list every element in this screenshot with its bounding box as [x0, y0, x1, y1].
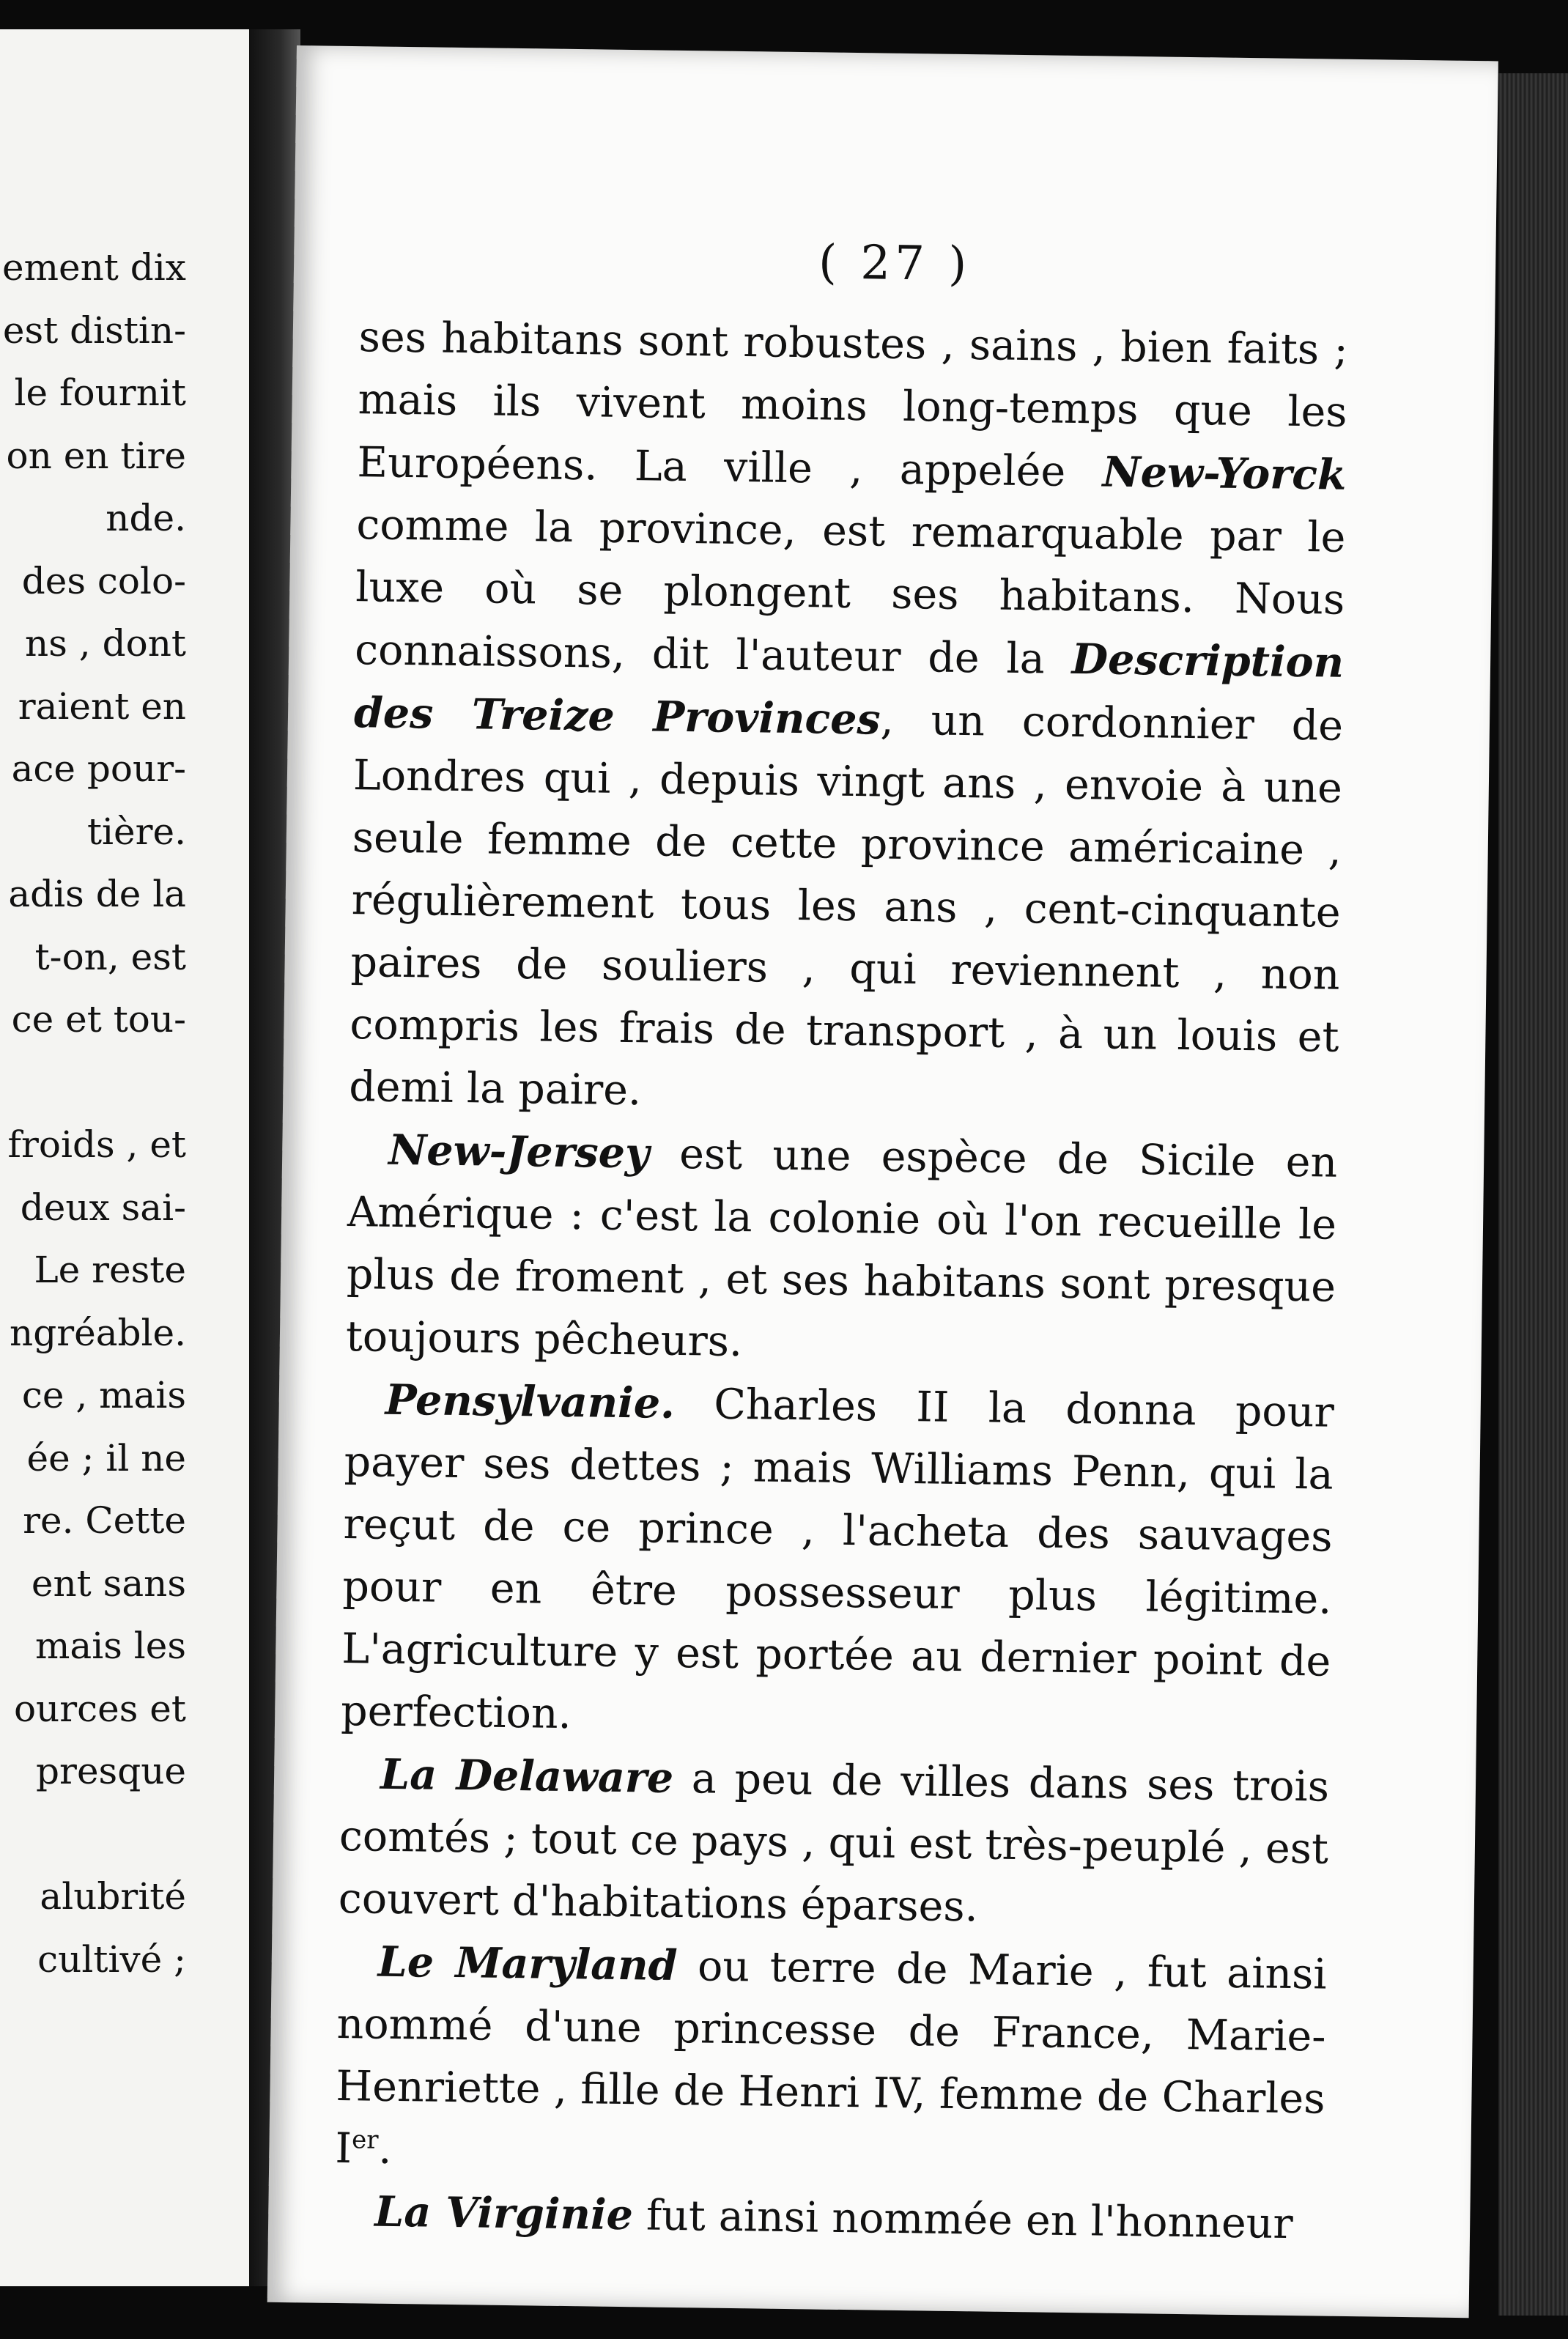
italic-term: La Virginie — [374, 2187, 634, 2240]
left-page-line: des colo- — [21, 559, 186, 602]
paragraph-pensylvanie — [341, 1368, 1335, 1756]
italic-term: New-Jersey — [388, 1125, 650, 1178]
paragraph-delaware — [338, 1743, 1329, 1943]
left-page-line: t-on, est — [34, 935, 186, 978]
italic-term: Description des Treize Provinces — [353, 634, 1345, 744]
left-page-line: le fournit — [14, 372, 186, 414]
left-page-line: ources et — [13, 1687, 186, 1730]
left-page-line: presque — [36, 1750, 186, 1792]
left-page-line: deux sai- — [20, 1186, 186, 1229]
left-page-line: ée ; il ne — [26, 1436, 186, 1479]
text-run: ou terre de Marie , fut ainsi nommé d'une princesse de France, Marie-Henriette , fille de Henri IV, femme de Charles I — [335, 1942, 1328, 2173]
text-run: ses habitans sont robustes , sains , bien faits ; mais ils vivent moins long-temps que les Européens. La ville , appelée — [357, 313, 1349, 497]
left-page-line: nde. — [106, 497, 186, 539]
right-page — [267, 45, 1498, 2318]
left-page — [0, 29, 254, 2286]
paragraph-maryland — [335, 1930, 1327, 2193]
text-run: Charles II la donna pour payer ses dettes ; mais Williams Penn, qui la reçut de ce prince , l'acheta des sauvages pour en être possesseur plus légitime. L'agriculture y est portée au dernier point de perfection. — [340, 1379, 1335, 1739]
left-page-line: ns , dont — [25, 622, 186, 665]
text-run: comme la province, est remarquable par le luxe où se plongent ses habitans. Nous connaissons, dit l'auteur de la — [354, 500, 1346, 684]
left-page-line: ce , mais — [21, 1374, 186, 1416]
text-run: , un cordonnier de Londres qui , depuis vingt ans , envoie à une seule femme de cette province américaine , régulièrement tous les ans , cent-cinquante paires de souliers , qui reviennent , non compris les frais de transport , à un louis et demi la paire. — [348, 695, 1344, 1115]
page-stack-edge — [1498, 73, 1568, 2316]
left-page-line: ngréable. — [10, 1311, 186, 1354]
left-page-line: alubrité — [40, 1875, 186, 1918]
main-text — [334, 306, 1348, 2255]
text-run: fut ainsi nommée en l'honneur — [632, 2191, 1294, 2249]
text-run: est une espèce de Sicile en Amérique : c'est la colonie où l'on recueille le plus de froment , et ses habitans sont presque toujours pêcheurs. — [345, 1129, 1338, 1367]
paragraph-new-jersey — [345, 1118, 1337, 1381]
left-page-line: ent sans — [31, 1562, 186, 1605]
left-page-line: ement dix — [2, 246, 186, 289]
text-run: a peu de villes dans ses trois comtés ; tout ce pays , qui est très-peuplé , est couvert d'habitations éparses. — [338, 1754, 1330, 1932]
left-page-line: est distin- — [2, 308, 186, 352]
paragraph-virginie — [334, 2180, 1324, 2256]
page-number: ( 27 ) — [818, 235, 972, 292]
left-page-line: mais les — [34, 1625, 186, 1667]
paragraph-1 — [349, 306, 1348, 1131]
left-page-line: Le reste — [34, 1249, 186, 1291]
text-run: . — [377, 2124, 392, 2173]
left-page-line: tière. — [86, 810, 186, 853]
superscript: er — [351, 2125, 379, 2155]
left-page-line: ace pour- — [11, 747, 186, 790]
left-page-line: raient en — [18, 684, 186, 728]
left-page-line: on en tire — [6, 434, 186, 477]
italic-term: Le Maryland — [377, 1937, 678, 1991]
left-page-line: adis de la — [8, 873, 186, 915]
italic-term: La Delaware — [380, 1749, 674, 1803]
italic-term: Pensylvanie. — [385, 1375, 676, 1428]
left-page-line: re. Cette — [23, 1499, 186, 1542]
left-page-line: cultivé ; — [37, 1937, 186, 1981]
left-page-line: froids , et — [7, 1123, 186, 1166]
left-page-line: ce et tou- — [11, 998, 186, 1041]
italic-term: New-Yorck — [1102, 447, 1347, 500]
